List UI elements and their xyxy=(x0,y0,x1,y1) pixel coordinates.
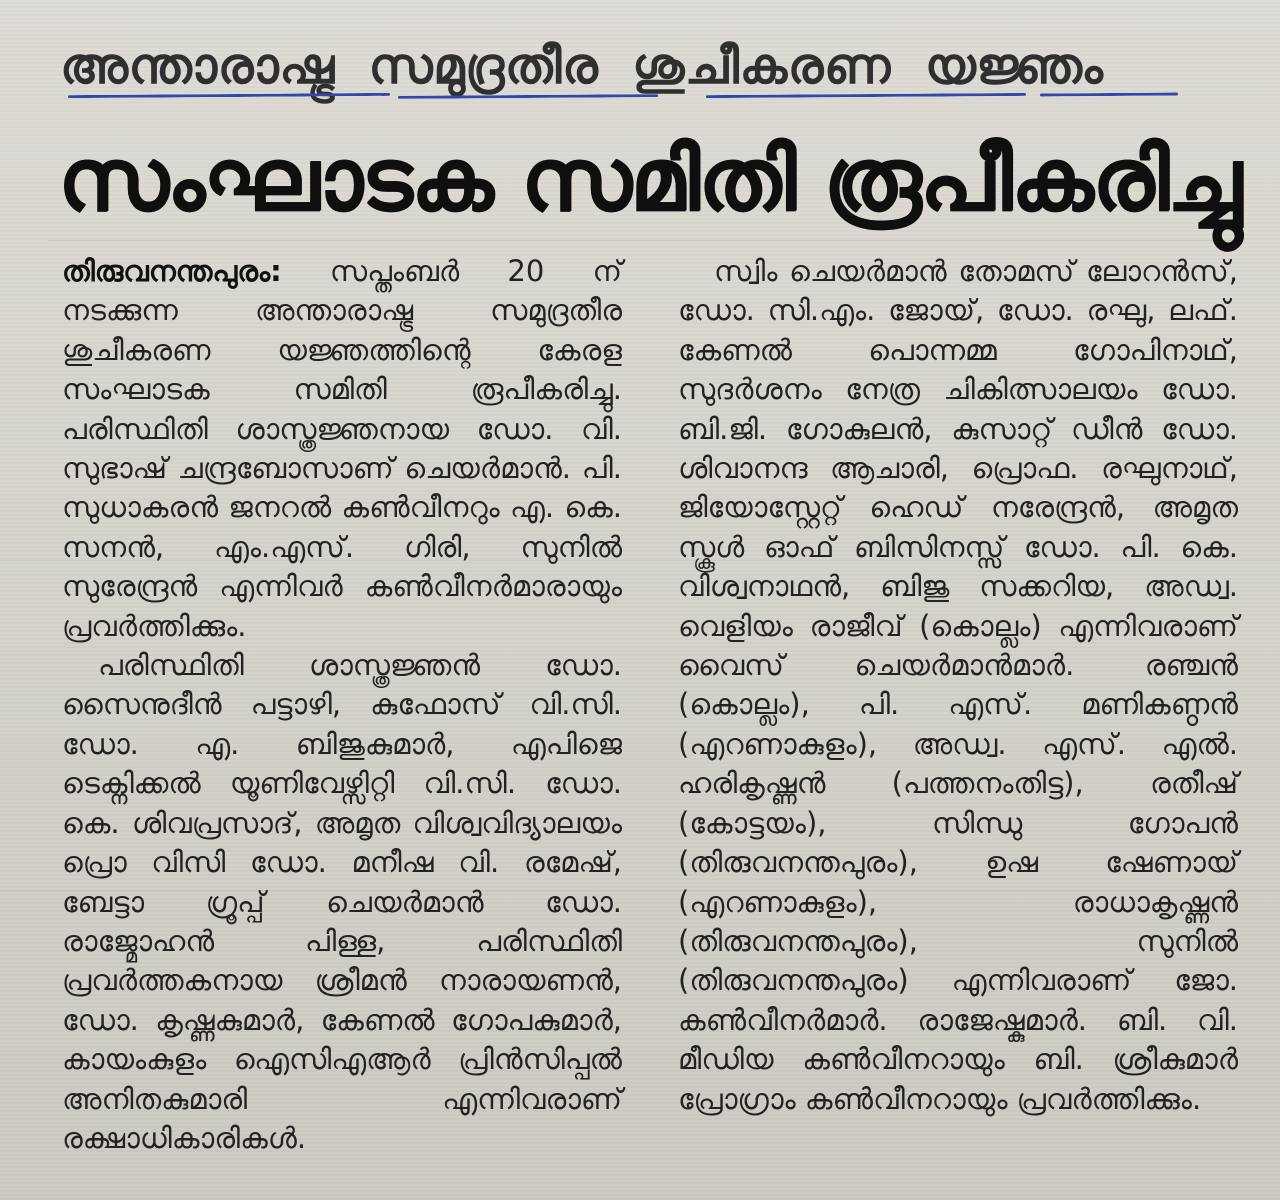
paper-fold-line xyxy=(0,890,1280,891)
left-paragraph-2 xyxy=(62,646,622,1158)
headline-kicker xyxy=(60,28,1230,104)
left-column xyxy=(62,252,622,1172)
right-paragraph-1-text: സ്വിം ചെയർമാൻ തോമസ് ലോറൻസ്, ഡോ. സി.എം. ജോയ്, ഡോ. രഘു, ലഫ്. കേണൽ പൊന്നമ്മ ഗോപിനാഥ്, സുദർശനം നേത്ര ചികിത്സാലയം ഡോ. ബി.ജി. ഗോകുലൻ, കുസാറ്റ് ഡീൻ ഡോ. ശിവാനന്ദ ആചാരി, പ്രൊഫ. രഘുനാഥ്, ജിയോസ്റ്റേറ്റ് ഹെഡ് നരേന്ദ്രൻ, അമൃത സ്കൂൾ ഓഫ് ബിസിനസ്സ് ഡോ. പി. കെ. വിശ്വനാഥൻ, ബിജു സക്കറിയ, അഡ്വ. വെളിയം രാജീവ് (കൊല്ലം) എന്നിവരാണ് വൈസ് ചെയർമാൻമാർ. രഞ്ചൻ (കൊല്ലം), പി. എസ്. മണികണ്ഠൻ (എറണാകുളം), അഡ്വ. എസ്. എൽ. ഹരികൃഷ്ണൻ (പത്തനംതിട്ട), രതീഷ് (കോട്ടയം), സിന്ധു ഗോപൻ (തിരുവനന്തപുരം), ഉഷ ഷേണായ് (എറണാകുളം), രാധാകൃഷ്ണൻ (തിരുവനന്തപുരം), സുനിൽ (തിരുവനന്തപുരം) എന്നിവരാണ് ജോ. കൺവീനർമാർ. രാജേഷ്കുമാർ. ബി. വി. മീഡിയ കൺവീനറായും ബി. ശ്രീകുമാർ പ്രോഗ്രാം കൺവീനറായും പ്രവർത്തിക്കും. xyxy=(678,254,1238,1116)
kicker-word: അന്താരാഷ്ട്ര xyxy=(60,37,335,95)
article-body xyxy=(62,252,1238,1172)
left-paragraph-1 xyxy=(62,252,622,646)
dateline: തിരുവനന്തപുരം: xyxy=(62,254,282,288)
kicker-word: ശുചീകരണ xyxy=(632,37,891,95)
left-paragraph-1-text: സപ്തംബർ 20 ന് നടക്കുന്ന അന്താരാഷ്ട്ര സമുദ്രതീര ശുചീകരണ യജ്ഞത്തിന്റെ കേരള സംഘാടക സമിതി രൂപീകരിച്ചു. പരിസ്ഥിതി ശാസ്ത്രജ്ഞനായ ഡോ. വി. സുഭാഷ് ചന്ദ്രബോസാണ് ചെയർമാൻ. പി. സുധാകരൻ ജനറൽ കൺവീനറും എ. കെ. സനൻ, എം.എസ്. ഗിരി, സുനിൽ സുരേന്ദ്രൻ എന്നിവർ കൺവീനർമാരായും പ്രവർത്തിക്കും. xyxy=(62,254,622,643)
divider xyxy=(48,240,1240,241)
blue-underline-mark xyxy=(1040,93,1178,97)
paper-fold-line xyxy=(0,560,1280,561)
left-paragraph-2-text: പരിസ്ഥിതി ശാസ്ത്രജ്ഞൻ ഡോ. സൈനുദീൻ പട്ടാഴി, കുഫോസ് വി.സി. ഡോ. എ. ബിജുകുമാർ, എപിജെ ടെക്നിക്കൽ യൂണിവേഴ്സിറ്റി വി.സി. ഡോ. കെ. ശിവപ്രസാദ്, അമൃത വിശ്വവിദ്യാലയം പ്രൊ വിസി ഡോ. മനീഷ വി. രമേഷ്, ബേട്ടാ ഗ്രൂപ്പ് ചെയർമാൻ ഡോ. രാജ്മോഹൻ പിള്ള, പരിസ്ഥിതി പ്രവർത്തകനായ ശ്രീമൻ നാരായണൻ, ഡോ. കൃഷ്ണകുമാർ, കേണൽ ഗോപകുമാർ, കായംകുളം ഐസിഎആർ പ്രിൻസിപ്പൽ അനിതകുമാരി എന്നിവരാണ് രക്ഷാധികാരികൾ. xyxy=(62,648,622,1155)
right-column xyxy=(678,252,1238,1172)
kicker-word: യജ്ഞം xyxy=(924,37,1104,95)
headline: സംഘാടക സമിതി രൂപീകരിച്ചു xyxy=(58,130,1241,230)
right-paragraph-1 xyxy=(678,252,1238,1119)
kicker-word: സമുദ്രതീര xyxy=(368,37,599,95)
